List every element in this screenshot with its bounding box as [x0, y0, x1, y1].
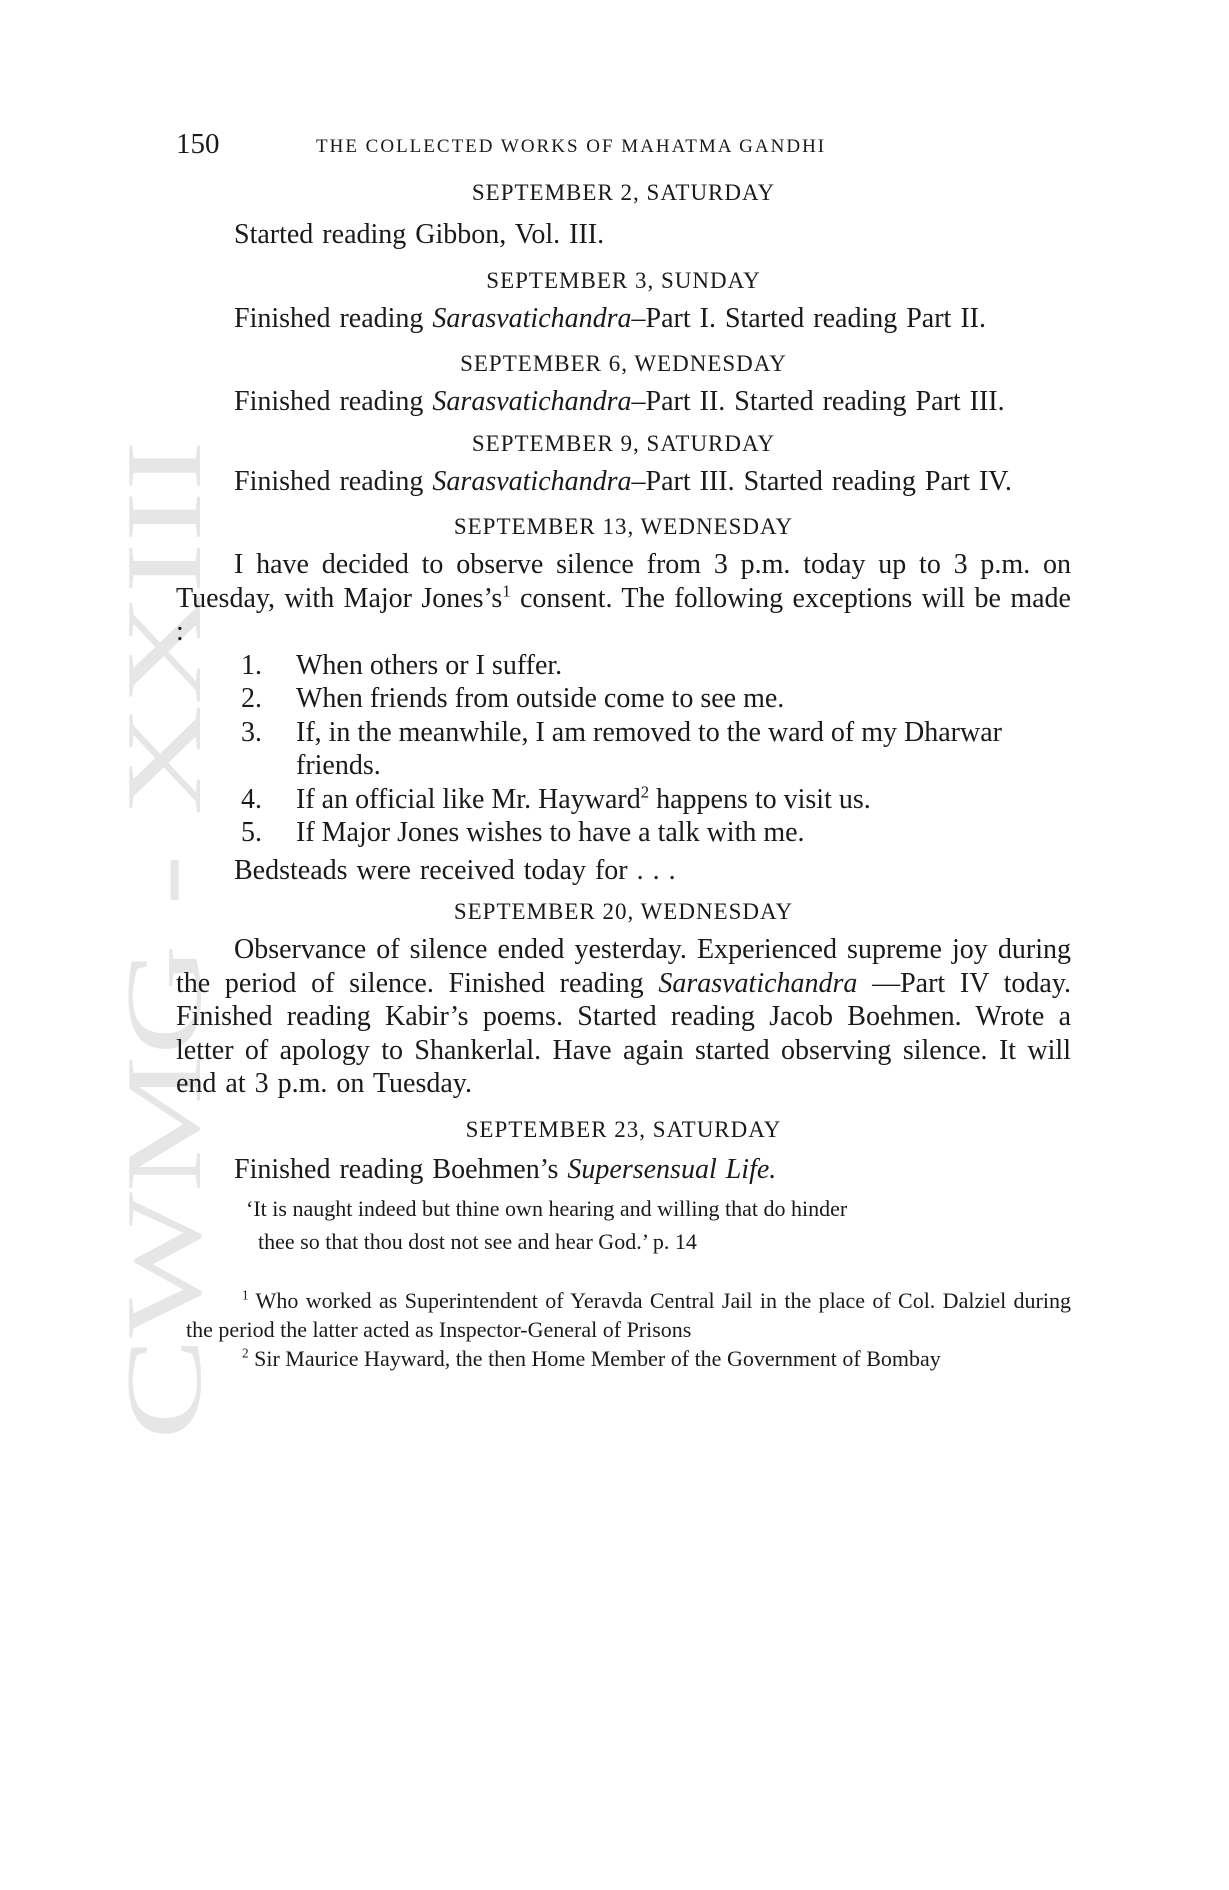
list-item-text: When friends from outside come to see me. [296, 683, 785, 714]
list-item [241, 716, 1071, 783]
list-number: 1. [241, 649, 262, 681]
list-item [241, 649, 1071, 683]
book-title: Sarasvatichandra [658, 967, 858, 999]
entry-text [176, 933, 1071, 1101]
footnote-mark: 2 [242, 1345, 249, 1361]
entry-date: SEPTEMBER 20, WEDNESDAY [453, 899, 794, 924]
entry-date: SEPTEMBER 2, SATURDAY [471, 180, 776, 205]
entry-date: SEPTEMBER 9, SATURDAY [471, 430, 776, 456]
page-header [176, 128, 1056, 168]
entry-text-part: Finished reading [234, 386, 433, 417]
footnote-text: Who worked as Superintendent of Yeravda Central Jail in the place of Col. Dalziel during the period the latter acted as Inspector-General of Prisons [186, 1288, 1071, 1342]
entry-text [176, 465, 1071, 499]
list-number: 4. [241, 783, 262, 815]
list-number: 5. [241, 817, 262, 848]
entry-text [176, 302, 1071, 336]
entry-text-part: Finished reading Boehmen’s [234, 1153, 568, 1185]
footnote-mark: 1 [242, 1287, 249, 1303]
entry-text-part: I have decided to observe silence from 3 p.m. today up to 3 p.m. on Tuesday, with Major Jones’s [176, 549, 1071, 614]
entry-text: Started reading Gibbon, Vol. III. [234, 219, 605, 250]
list-item [241, 682, 1071, 716]
page-body [176, 178, 1071, 1373]
quote-line: ‘It is naught indeed but thine own hearing and willing that do hinder [246, 1196, 848, 1221]
list-item-text: If an official like Mr. Hayward [296, 783, 641, 815]
book-title: Sarasvatichandra [432, 302, 632, 334]
watermark-text: CWMG - XXIII [105, 738, 224, 1440]
entry-text-part: –Part II. Started reading Part III. [631, 386, 1005, 417]
entry-text-part: –Part I. Started reading Part II. [631, 302, 986, 334]
footnotes [176, 1286, 1071, 1373]
entry-date: SEPTEMBER 3, SUNDAY [486, 267, 761, 293]
list-item [241, 816, 1071, 850]
list-item-text: happens to visit us. [649, 783, 871, 815]
entry-date: SEPTEMBER 6, WEDNESDAY [460, 351, 787, 376]
entry-text: Bedsteads were received today for . . . [234, 854, 676, 886]
running-head: THE COLLECTED WORKS OF MAHATMA GANDHI [316, 136, 827, 157]
book-title: Sarasvatichandra [432, 465, 632, 497]
entry-text-part: –Part III. Started reading Part IV. [631, 465, 1012, 497]
entry-text-part: Observance of silence ended yesterday. Experienced supreme joy during the period of silence. Finished reading [176, 934, 1071, 999]
entry-text [176, 1153, 1071, 1187]
book-title: Sarasvatichandra [432, 386, 632, 417]
entry-date: SEPTEMBER 23, SATURDAY [465, 1116, 782, 1142]
footnote-ref: 2 [640, 782, 650, 802]
exceptions-list [176, 649, 1071, 850]
page-number: 150 [176, 128, 220, 160]
list-item-text: When others or I suffer. [296, 649, 563, 681]
entry-text [176, 385, 1071, 419]
list-number: 2. [241, 683, 262, 714]
entry-text-part: Finished reading [234, 465, 433, 497]
list-number: 3. [241, 716, 262, 748]
footnote-text: Sir Maurice Hayward, the then Home Member of the Government of Bombay [248, 1346, 941, 1371]
list-item-text: If, in the meanwhile, I am removed to the ward of my Dharwar friends. [296, 716, 1002, 781]
footnote [176, 1286, 1071, 1344]
block-quote [246, 1192, 1071, 1258]
book-title: Supersensual Life. [567, 1153, 777, 1185]
entry-text-part: Finished reading [234, 302, 433, 334]
list-item-text: If Major Jones wishes to have a talk with me. [296, 817, 805, 848]
entry-text-part: —Part IV today. Finished reading Kabir’s poems. Started reading Jacob Boehmen. Wrote a letter of apology to Shankerlal. Have again started observing silence. It will end at 3 p.m. on Tuesday. [176, 967, 1072, 1099]
list-item [241, 783, 1071, 817]
footnote-ref: 1 [502, 581, 511, 601]
entry-date: SEPTEMBER 13, WEDNESDAY [453, 514, 794, 539]
footnote [176, 1344, 1071, 1373]
entry-text-part: consent. The following exceptions will be made : [176, 582, 1071, 647]
quote-line: thee so that thou dost not see and hear God.’ p. 14 [258, 1229, 697, 1254]
entry-text [176, 548, 1071, 649]
